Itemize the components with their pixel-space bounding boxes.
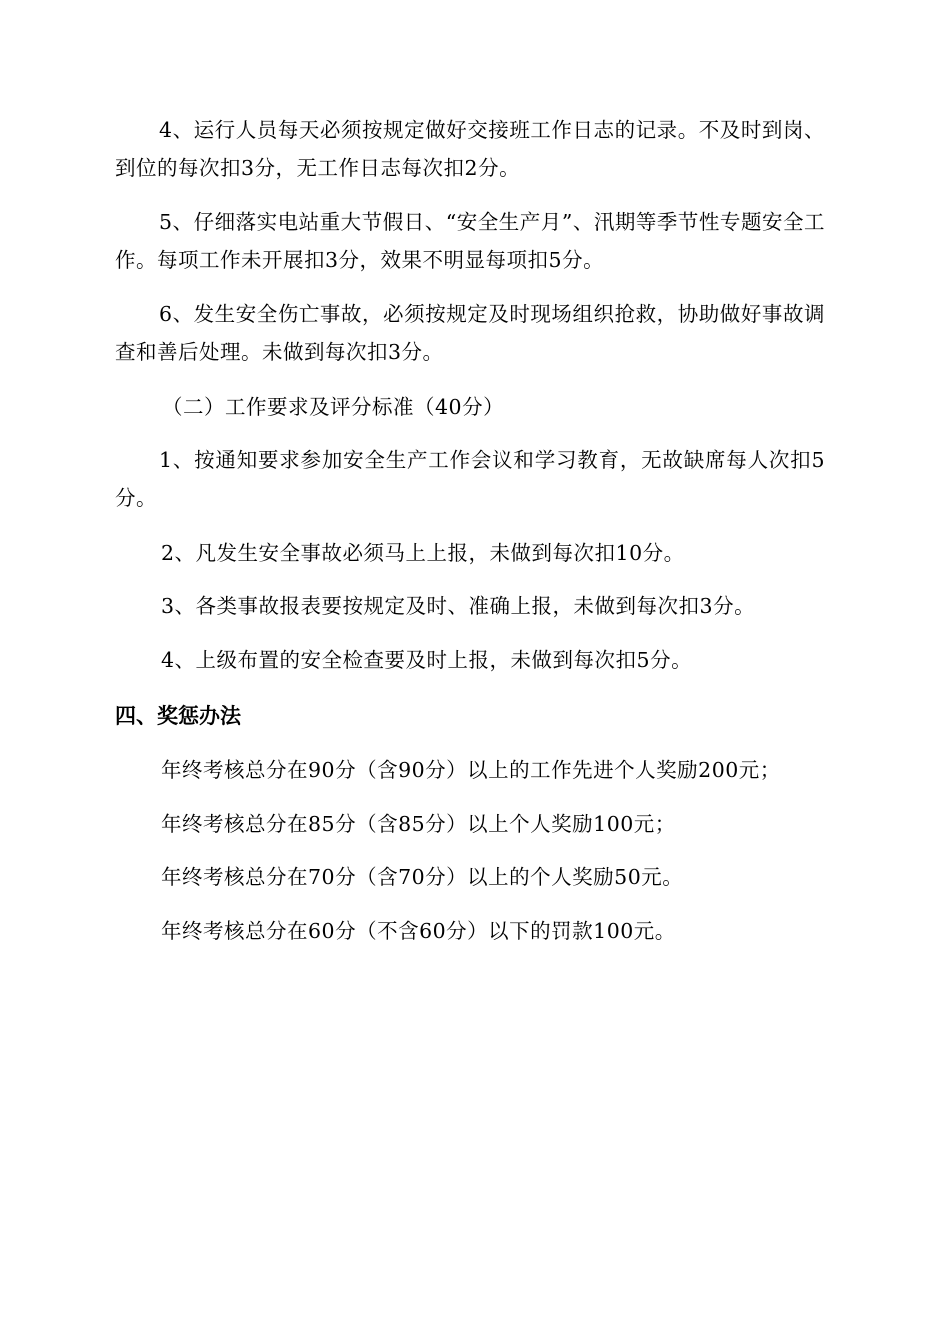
reward-item-1: 年终考核总分在90分（含90分）以上的工作先进个人奖励200元； <box>161 758 781 782</box>
penalty-item: 年终考核总分在60分（不含60分）以下的罚款100元。 <box>161 919 676 943</box>
paragraph-item-4: 4、运行人员每天必须按规定做好交接班工作日志的记录。不及时到岗、到位的每次扣3分，无工作日志每次扣2分。 <box>115 118 825 180</box>
subsection-title: （二）工作要求及评分标准（40分） <box>162 395 505 419</box>
requirement-item-2: 2、凡发生安全事故必须马上上报，未做到每次扣10分。 <box>161 541 685 565</box>
reward-item-3: 年终考核总分在70分（含70分）以上的个人奖励50元。 <box>161 865 684 889</box>
paragraph-item-6: 6、发生安全伤亡事故，必须按规定及时现场组织抢救，协助做好事故调查和善后处理。未做到每次扣3分。 <box>115 302 825 364</box>
requirement-item-3: 3、各类事故报表要按规定及时、准确上报，未做到每次扣3分。 <box>161 594 756 618</box>
requirement-item-4: 4、上级布置的安全检查要及时上报，未做到每次扣5分。 <box>161 648 693 672</box>
paragraph-item-5: 5、仔细落实电站重大节假日、“安全生产月”、汛期等季节性专题安全工作。每项工作未开展扣3分，效果不明显每项扣5分。 <box>115 210 825 272</box>
reward-item-2: 年终考核总分在85分（含85分）以上个人奖励100元； <box>161 812 676 836</box>
requirement-item-1: 1、按通知要求参加安全生产工作会议和学习教育，无故缺席每人次扣5分。 <box>115 448 825 510</box>
section-heading: 四、奖惩办法 <box>115 704 241 728</box>
